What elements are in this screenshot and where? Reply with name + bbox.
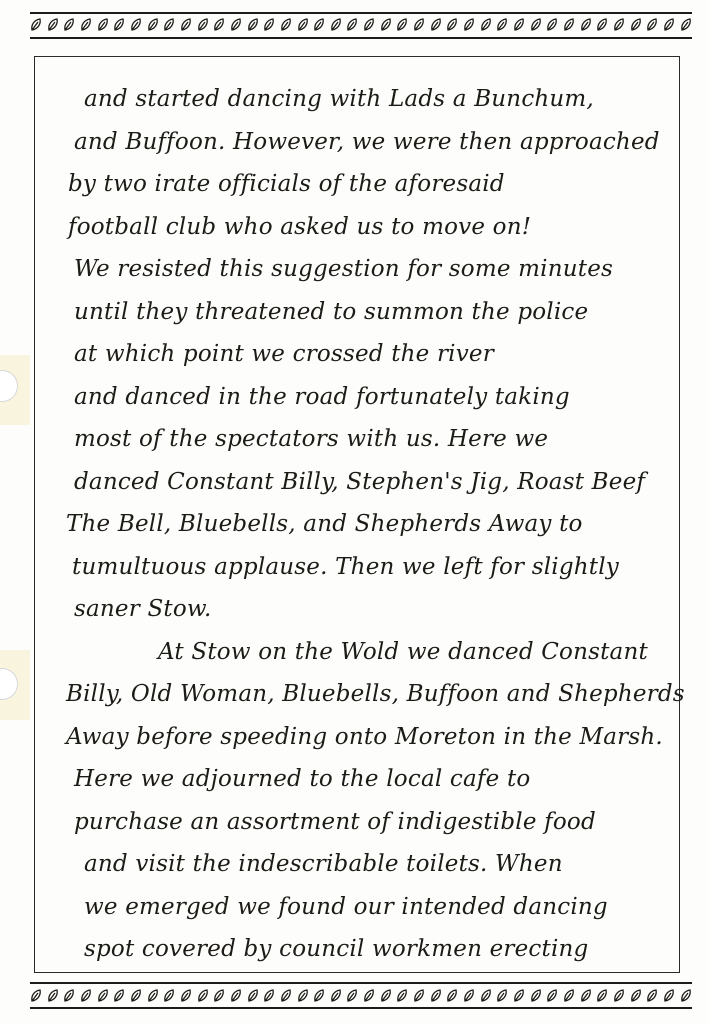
bottom-leaf-border bbox=[30, 985, 692, 1007]
text-line: Here we adjourned to the local cafe to bbox=[74, 766, 531, 792]
text-line: and visit the indescribable toilets. When bbox=[84, 851, 563, 877]
leaf-icon bbox=[596, 18, 608, 32]
leaf-icon bbox=[280, 989, 292, 1003]
leaf-icon bbox=[463, 18, 475, 32]
leaf-icon bbox=[663, 989, 675, 1003]
leaf-icon bbox=[663, 18, 675, 32]
leaf-icon bbox=[97, 989, 109, 1003]
text-line: tumultuous applause. Then we left for slightly bbox=[72, 553, 619, 580]
leaf-icon bbox=[97, 18, 109, 32]
leaf-icon bbox=[546, 18, 558, 32]
leaf-icon bbox=[197, 989, 209, 1003]
leaf-icon bbox=[413, 989, 425, 1003]
leaf-icon bbox=[480, 989, 492, 1003]
text-line: and started dancing with Lads a Bunchum, bbox=[84, 86, 594, 112]
leaf-icon bbox=[396, 18, 408, 32]
leaf-icon bbox=[247, 18, 259, 32]
top-leaf-border bbox=[30, 14, 692, 36]
leaf-icon bbox=[346, 989, 358, 1003]
leaf-icon bbox=[180, 18, 192, 32]
leaf-icon bbox=[430, 989, 442, 1003]
text-line: and Buffoon. However, we were then approached bbox=[74, 128, 660, 155]
leaf-icon bbox=[463, 989, 475, 1003]
leaf-icon bbox=[430, 18, 442, 32]
leaf-icon bbox=[530, 989, 542, 1003]
leaf-icon bbox=[363, 18, 375, 32]
leaf-icon bbox=[546, 989, 558, 1003]
leaf-icon bbox=[680, 989, 692, 1003]
leaf-icon bbox=[630, 18, 642, 32]
leaf-icon bbox=[63, 18, 75, 32]
leaf-icon bbox=[613, 18, 625, 32]
leaf-icon bbox=[513, 989, 525, 1003]
bottom-border-rule bbox=[30, 982, 692, 984]
leaf-icon bbox=[496, 18, 508, 32]
leaf-icon bbox=[80, 18, 92, 32]
leaf-icon bbox=[213, 18, 225, 32]
leaf-icon bbox=[113, 989, 125, 1003]
leaf-icon bbox=[480, 18, 492, 32]
text-line: by two irate officials of the aforesaid bbox=[68, 171, 505, 197]
text-line: danced Constant Billy, Stephen's Jig, Roast Beef bbox=[74, 468, 646, 495]
leaf-icon bbox=[413, 18, 425, 32]
leaf-icon bbox=[396, 989, 408, 1003]
leaf-icon bbox=[280, 18, 292, 32]
leaf-icon bbox=[313, 18, 325, 32]
leaf-icon bbox=[47, 18, 59, 32]
leaf-icon bbox=[563, 989, 575, 1003]
leaf-icon bbox=[530, 18, 542, 32]
leaf-icon bbox=[263, 18, 275, 32]
handwritten-text bbox=[62, 78, 685, 971]
leaf-icon bbox=[230, 989, 242, 1003]
leaf-icon bbox=[247, 989, 259, 1003]
text-line: at which point we crossed the river bbox=[74, 341, 494, 367]
text-line: saner Stow. bbox=[74, 596, 212, 622]
leaf-icon bbox=[180, 989, 192, 1003]
leaf-icon bbox=[230, 18, 242, 32]
bottom-border-rule bbox=[30, 1007, 692, 1009]
leaf-icon bbox=[80, 989, 92, 1003]
leaf-icon bbox=[313, 989, 325, 1003]
leaf-icon bbox=[113, 18, 125, 32]
leaf-icon bbox=[330, 18, 342, 32]
leaf-icon bbox=[130, 18, 142, 32]
leaf-icon bbox=[680, 18, 692, 32]
text-line: At Stow on the Wold we danced Constant bbox=[158, 638, 648, 665]
leaf-icon bbox=[147, 989, 159, 1003]
leaf-icon bbox=[263, 989, 275, 1003]
leaf-icon bbox=[446, 989, 458, 1003]
text-line: Billy, Old Woman, Bluebells, Buffoon and Shepherds bbox=[66, 681, 685, 707]
leaf-icon bbox=[47, 989, 59, 1003]
leaf-icon bbox=[496, 989, 508, 1003]
leaf-icon bbox=[630, 989, 642, 1003]
leaf-icon bbox=[197, 18, 209, 32]
text-line: football club who asked us to move on! bbox=[68, 213, 532, 240]
leaf-icon bbox=[563, 18, 575, 32]
leaf-icon bbox=[380, 18, 392, 32]
leaf-icon bbox=[147, 18, 159, 32]
text-line: The Bell, Bluebells, and Shepherds Away to bbox=[66, 511, 583, 537]
text-line: and danced in the road fortunately taking bbox=[74, 383, 570, 410]
leaf-icon bbox=[580, 18, 592, 32]
top-border-rule bbox=[30, 37, 692, 39]
leaf-icon bbox=[213, 989, 225, 1003]
text-line: purchase an assortment of indigestible food bbox=[74, 808, 596, 835]
leaf-icon bbox=[380, 989, 392, 1003]
leaf-icon bbox=[63, 989, 75, 1003]
leaf-icon bbox=[163, 18, 175, 32]
text-line: we emerged we found our intended dancing bbox=[84, 893, 608, 920]
leaf-icon bbox=[297, 18, 309, 32]
leaf-icon bbox=[30, 18, 42, 32]
leaf-icon bbox=[330, 989, 342, 1003]
text-line: We resisted this suggestion for some minutes bbox=[74, 256, 614, 282]
leaf-icon bbox=[297, 989, 309, 1003]
leaf-icon bbox=[646, 18, 658, 32]
leaf-icon bbox=[30, 989, 42, 1003]
leaf-icon bbox=[580, 989, 592, 1003]
text-line: spot covered by council workmen erecting bbox=[84, 936, 589, 962]
leaf-icon bbox=[446, 18, 458, 32]
leaf-icon bbox=[613, 989, 625, 1003]
leaf-icon bbox=[163, 989, 175, 1003]
leaf-icon bbox=[596, 989, 608, 1003]
leaf-icon bbox=[513, 18, 525, 32]
text-line: most of the spectators with us. Here we bbox=[74, 426, 549, 452]
leaf-icon bbox=[363, 989, 375, 1003]
leaf-icon bbox=[346, 18, 358, 32]
leaf-icon bbox=[130, 989, 142, 1003]
leaf-icon bbox=[646, 989, 658, 1003]
text-line: until they threatened to summon the police bbox=[74, 298, 589, 325]
text-line: Away before speeding onto Moreton in the Marsh. bbox=[66, 723, 663, 750]
